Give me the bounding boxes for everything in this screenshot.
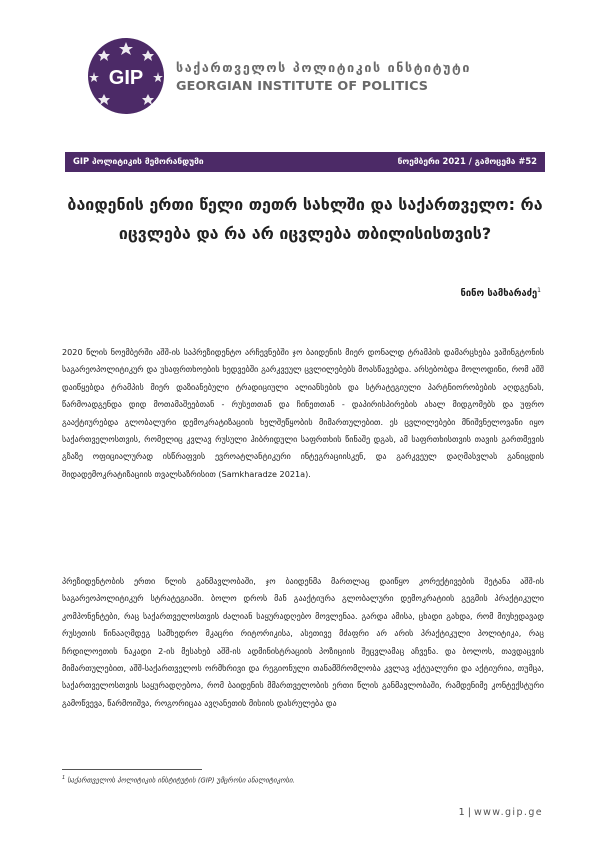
body-paragraph-1: 2020 წლის ნოემბერში აშშ-ის საპრეზიდენტო არჩევნებში ჯო ბაიდენის მიერ დონალდ ტრამპის დამარცხება ვაშინგტონის საგარეოპოლიტიკურ და უსაფრთხოების ხედვებში გარკვეულ ცვლილებებს მოასწავებდა. არსებობდა მოლოდინი, რომ აშშ დაიწყებდა ტრამპის მიერ დაზიანებული ტრადიციული ალიანსების და სტრატეგიული პარტნიორობების აღდგენას, წარმოადგენდა დიდ მოთამაშეებთან - რუსეთთან და ჩინეთთან - დაპირისპირების ახალ მიდგომებს და უფრო გააქტიურებდა გლობალური დემოკრატიზაციის ხელშეწყობის მიმართულებით. ეს ცვლილებები მნიშვნელოვანი იყო საქართველოსთვის, რომელიც კვლავ რუსული ჰიბრიდული საფრთხის წინაშე დგას, ამ საფრთხისთვის თავის გართმევის გზაზე ოფიციალურად ისწრაფვის ევროატლანტიკური ინტეგრაციისკენ, და გარკვეულ დაღმასვლას განიცდის შიდადემოკრატიზაციის თვალსაზრისით (Samkharadze 2021a). [62,347,544,479]
logo-text: GIP [108,67,144,89]
series-label: GIP პოლიტიკის მემორანდუმი [73,156,204,166]
footnote-text: საქართველოს პოლიტიკის ინსტიტუტის (GIP) უმცროსი ანალიტიკოსი. [67,776,295,785]
org-name-georgian: საქართველოს პოლიტიკის ინსტიტუტი [176,60,472,75]
website-link[interactable]: www.gip.ge [473,807,543,818]
issue-date-label: ნოემბერი 2021 / გამოცემა #52 [397,156,537,166]
footnote [62,775,544,784]
document-title: ბაიდენის ერთი წელი თეთრ სახლში და საქართველო: რა იცვლება და რა არ იცვლება თბილისისთვის? [67,195,543,243]
footnote-divider [62,769,202,770]
page-footer [459,807,543,818]
author-footnote-mark: 1 [537,287,541,294]
org-name-english: GEORGIAN INSTITUTE OF POLITICS [176,79,429,94]
memo-header-band [65,152,545,172]
page-number: 1 [458,807,465,818]
footnote-mark: 1 [62,775,66,781]
author-name: ნინო სამხარაძე [460,288,538,300]
footer-separator: | [464,807,474,818]
author-line [461,287,541,299]
body-paragraph-2: პრეზიდენტობის ერთი წლის განმავლობაში, ჯო ბაიდენმა მართლაც დაიწყო კორექტივების შეტანა აშშ-ის საგარეოპოლიტიკურ სტრატეგიაში. ბოლო დროს მან გააქტიურა გლობალური დემოკრატიის გეგმის პრაქტიკული კომპონენტები, რაც საქართველოსთვის ძალიან საყურადღებო მოვლენაა. გარდა ამისა, ცხადი გახდა, რომ მიუხედავად რუსეთის წინააღმდეგ სამხედრო მკაცრი რიტორიკისა, ასეთივე მძაფრი არ არის პრაქტიკული პოლიტიკა, რაც ჩრდილოეთის ნაკადი 2-ის მესახებ აშშ-ის ადმინისტრაციის პოზიციის შეცვლამაც აჩვენა. და ბოლოს, თავდაცვის მიმართულებით, აშშ-საქართველოს ორმხრივი და რეგიონული თანამშრომლობა კვლავ აქტუალური და აქტიურია, თუმცა, საქართველოსთვის საყურადღებოა, რომ ბაიდენის მმართველობის ერთი წლის განმავლობაში, რამდენიმე კონტექსტური გამოწვევა, წარმოიშვა, როგორიცაა ავღანეთის მისიის დასრულება და [62,576,544,708]
gip-logo [86,36,166,116]
